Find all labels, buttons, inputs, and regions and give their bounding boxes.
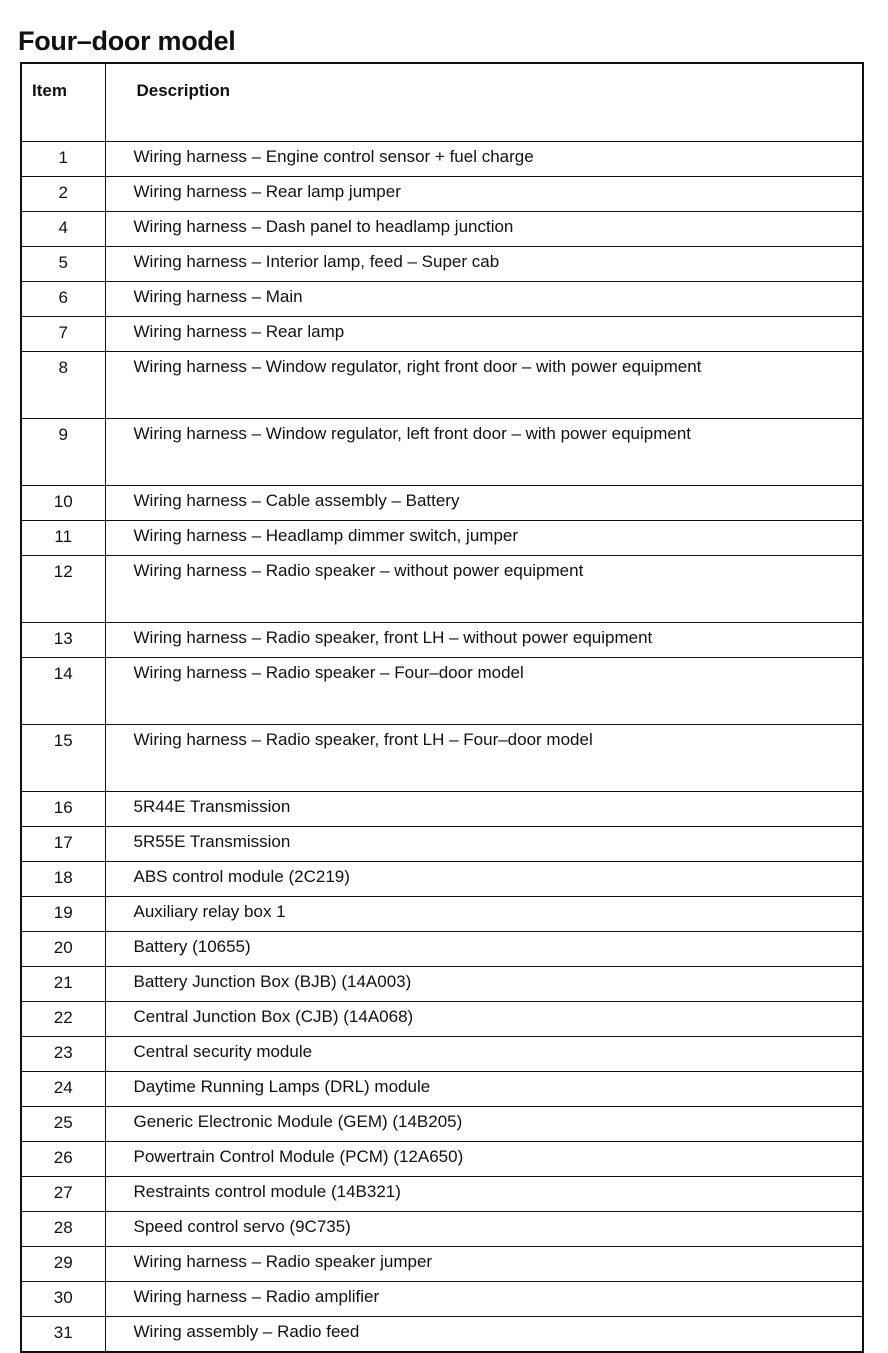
- item-number: 30: [21, 1282, 105, 1317]
- item-description: Wiring harness – Rear lamp jumper: [105, 177, 863, 212]
- items-table: [20, 62, 864, 1353]
- item-number: 13: [21, 623, 105, 658]
- item-number: 9: [21, 419, 105, 486]
- item-description: ABS control module (2C219): [105, 862, 863, 897]
- table-row: [21, 282, 863, 317]
- item-description: Powertrain Control Module (PCM) (12A650): [105, 1142, 863, 1177]
- table-row: [21, 967, 863, 1002]
- column-header-item: Item: [21, 63, 105, 142]
- item-description: Wiring harness – Interior lamp, feed – Super cab: [105, 247, 863, 282]
- table-row: [21, 623, 863, 658]
- table-body: [21, 142, 863, 1353]
- item-number: 7: [21, 317, 105, 352]
- item-description: 5R55E Transmission: [105, 827, 863, 862]
- item-number: 12: [21, 556, 105, 623]
- table-row: [21, 1142, 863, 1177]
- column-header-description: Description: [105, 63, 863, 142]
- item-number: 17: [21, 827, 105, 862]
- item-number: 19: [21, 897, 105, 932]
- table-row: [21, 1002, 863, 1037]
- item-description: Wiring harness – Radio speaker – Four–door model: [105, 658, 863, 725]
- item-description: Central security module: [105, 1037, 863, 1072]
- table-row: [21, 1107, 863, 1142]
- table-row: [21, 142, 863, 177]
- item-description: Battery (10655): [105, 932, 863, 967]
- item-description: Wiring harness – Window regulator, right front door – with power equipment: [105, 352, 863, 419]
- table-row: [21, 1177, 863, 1212]
- item-number: 22: [21, 1002, 105, 1037]
- table-row: [21, 725, 863, 792]
- item-number: 24: [21, 1072, 105, 1107]
- table-row: [21, 792, 863, 827]
- table-row: [21, 212, 863, 247]
- table-row: [21, 1282, 863, 1317]
- page-title: Four–door model: [18, 26, 236, 56]
- item-description: Wiring harness – Radio amplifier: [105, 1282, 863, 1317]
- item-description: Wiring harness – Dash panel to headlamp junction: [105, 212, 863, 247]
- table-row: [21, 177, 863, 212]
- item-number: 6: [21, 282, 105, 317]
- item-number: 18: [21, 862, 105, 897]
- item-number: 27: [21, 1177, 105, 1212]
- item-number: 5: [21, 247, 105, 282]
- table-row: [21, 317, 863, 352]
- item-description: Wiring harness – Engine control sensor + fuel charge: [105, 142, 863, 177]
- item-description: Central Junction Box (CJB) (14A068): [105, 1002, 863, 1037]
- item-number: 21: [21, 967, 105, 1002]
- table-row: [21, 1037, 863, 1072]
- item-number: 28: [21, 1212, 105, 1247]
- table-row: [21, 247, 863, 282]
- table-row: [21, 862, 863, 897]
- item-description: Wiring harness – Radio speaker, front LH – without power equipment: [105, 623, 863, 658]
- table-row: [21, 1247, 863, 1282]
- item-number: 20: [21, 932, 105, 967]
- item-description: Wiring harness – Radio speaker – without power equipment: [105, 556, 863, 623]
- item-number: 25: [21, 1107, 105, 1142]
- table-row: [21, 556, 863, 623]
- item-number: 1: [21, 142, 105, 177]
- table-row: [21, 419, 863, 486]
- item-number: 23: [21, 1037, 105, 1072]
- table-header-row: [21, 63, 863, 142]
- item-number: 14: [21, 658, 105, 725]
- table-row: [21, 352, 863, 419]
- item-description: Wiring harness – Window regulator, left front door – with power equipment: [105, 419, 863, 486]
- item-description: Wiring harness – Radio speaker jumper: [105, 1247, 863, 1282]
- item-description: Speed control servo (9C735): [105, 1212, 863, 1247]
- item-description: Daytime Running Lamps (DRL) module: [105, 1072, 863, 1107]
- table-row: [21, 932, 863, 967]
- item-number: 15: [21, 725, 105, 792]
- item-number: 4: [21, 212, 105, 247]
- item-number: 29: [21, 1247, 105, 1282]
- item-description: Wiring harness – Main: [105, 282, 863, 317]
- item-number: 16: [21, 792, 105, 827]
- item-number: 31: [21, 1317, 105, 1353]
- item-description: Restraints control module (14B321): [105, 1177, 863, 1212]
- item-description: Wiring harness – Rear lamp: [105, 317, 863, 352]
- item-description: Battery Junction Box (BJB) (14A003): [105, 967, 863, 1002]
- item-description: Auxiliary relay box 1: [105, 897, 863, 932]
- table-row: [21, 1072, 863, 1107]
- item-number: 2: [21, 177, 105, 212]
- table-row: [21, 1212, 863, 1247]
- item-number: 26: [21, 1142, 105, 1177]
- table-row: [21, 827, 863, 862]
- table-row: [21, 658, 863, 725]
- item-number: 8: [21, 352, 105, 419]
- table-row: [21, 486, 863, 521]
- item-description: Wiring harness – Radio speaker, front LH – Four–door model: [105, 725, 863, 792]
- table-row: [21, 897, 863, 932]
- table-row: [21, 521, 863, 556]
- item-description: Generic Electronic Module (GEM) (14B205): [105, 1107, 863, 1142]
- table-row: [21, 1317, 863, 1353]
- item-description: Wiring assembly – Radio feed: [105, 1317, 863, 1353]
- item-description: Wiring harness – Headlamp dimmer switch, jumper: [105, 521, 863, 556]
- item-number: 10: [21, 486, 105, 521]
- item-description: 5R44E Transmission: [105, 792, 863, 827]
- item-number: 11: [21, 521, 105, 556]
- item-description: Wiring harness – Cable assembly – Battery: [105, 486, 863, 521]
